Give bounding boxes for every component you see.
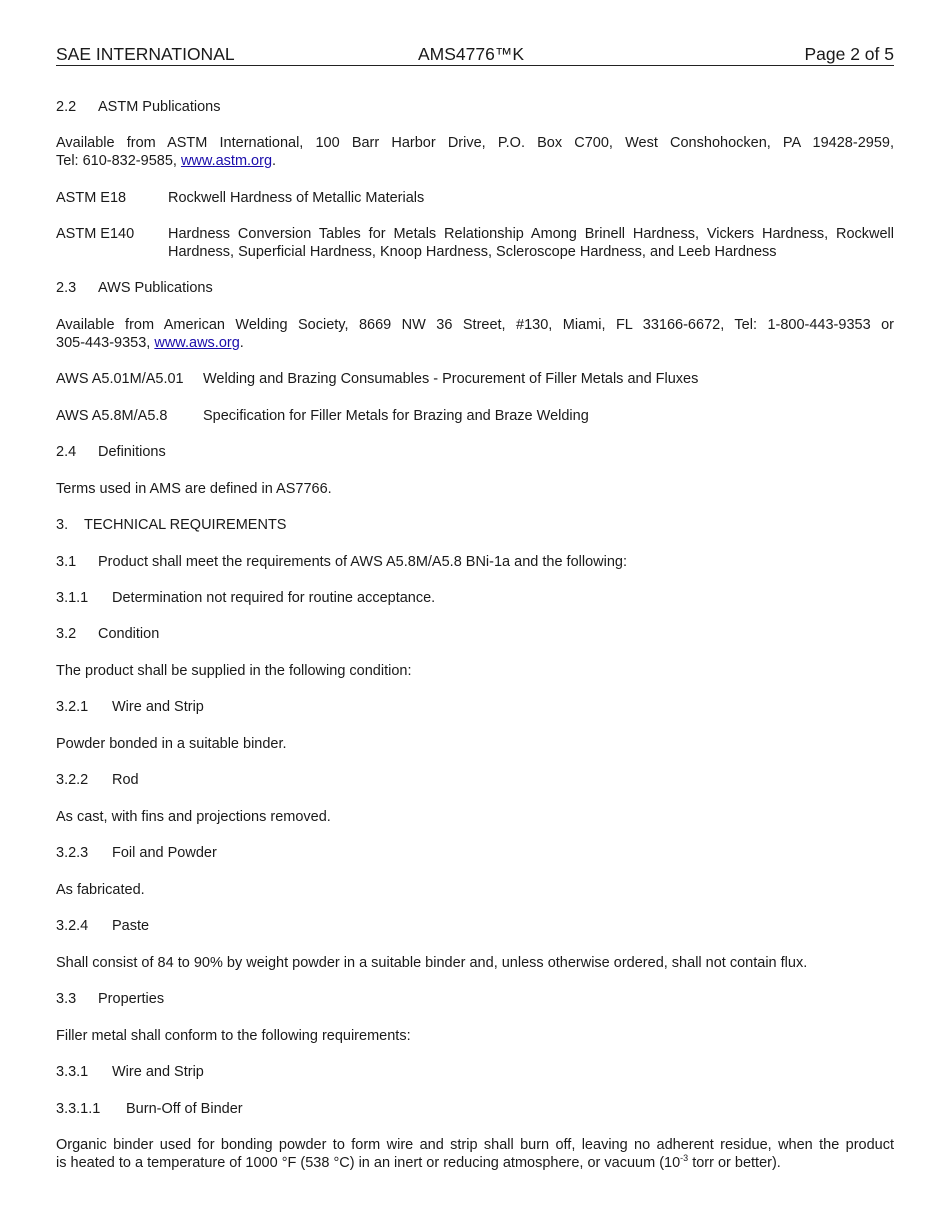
section-3-3-heading: 3.3 Properties: [56, 991, 165, 1007]
definitions-text: Terms used in AMS are defined in AS7766.: [56, 481, 332, 497]
page-header: [56, 43, 894, 66]
reference-aws-a5-8: AWS A5.8M/A5.8 Specification for Filler Metals for Brazing and Braze Welding: [56, 408, 589, 424]
header-doc-id: AMS4776™K: [418, 44, 525, 64]
foil-powder-condition-text: As fabricated.: [56, 882, 145, 898]
section-2-3-heading: 2.3 AWS Publications: [56, 280, 213, 296]
section-number: 2.2: [56, 99, 77, 115]
aws-link[interactable]: www.aws.org: [154, 335, 240, 351]
reference-astm-e18: ASTM E18 Rockwell Hardness of Metallic Materials: [56, 190, 425, 206]
section-title: ASTM Publications: [98, 99, 221, 115]
section-3-1-1: 3.1.1 Determination not required for routine acceptance.: [56, 590, 436, 606]
burn-off-text: Organic binder used for bonding powder to form wire and strip shall burn off, leaving no adherent residue, when the product is heated to a temperature of 1000 °F (538 °C) in an inert or reducing atmosphere, or vacuum ($10^{-3}$ torr or better).: [56, 1137, 894, 1171]
header-org: SAE INTERNATIONAL: [56, 44, 235, 64]
aws-availability: Available from American Welding Society, 8669 NW 36 Street, #130, Miami, FL 33166-6672, Tel: 1-800-443-9353 or 305-443-9353, www.aws.org.: [56, 317, 894, 351]
reference-aws-a5-01: AWS A5.01M/A5.01 Welding and Brazing Consumables - Procurement of Filler Metals and Fluxes: [56, 371, 699, 387]
astm-link[interactable]: www.astm.org: [180, 153, 273, 169]
section-3-3-1-1-heading: 3.3.1.1 Burn-Off of Binder: [56, 1101, 243, 1117]
wire-strip-condition-text: Powder bonded in a suitable binder.: [56, 736, 287, 752]
rod-condition-text: As cast, with fins and projections removed.: [56, 809, 331, 825]
section-3-2-1-heading: 3.2.1 Wire and Strip: [56, 699, 204, 715]
section-3-2-3-heading: 3.2.3 Foil and Powder: [56, 845, 217, 861]
reference-astm-e140: ASTM E140 Hardness Conversion Tables for Metals Relationship Among Brinell Hardness, Vickers Hardness, Rockwell Hardness, Superficial Hardness, Knoop Hardness, Scleroscope Hardness, and Leeb Hardness: [56, 226, 894, 260]
header-page-number: Page 2 of 5: [804, 44, 894, 64]
section-3-1: 3.1 Product shall meet the requirements of AWS A5.8M/A5.8 BNi-1a and the following:: [56, 554, 627, 570]
section-3-2-4-heading: 3.2.4 Paste: [56, 918, 150, 934]
section-3-3-1-heading: 3.3.1 Wire and Strip: [56, 1064, 204, 1080]
astm-availability: Available from ASTM International, 100 Barr Harbor Drive, P.O. Box C700, West Conshohocken, PA 19428-2959, Tel: 610-832-9585, www.astm.org.: [56, 135, 894, 169]
section-3-2-2-heading: 3.2.2 Rod: [56, 772, 139, 788]
condition-text: The product shall be supplied in the following condition:: [56, 663, 412, 679]
section-3-2-heading: 3.2 Condition: [56, 626, 160, 642]
properties-text: Filler metal shall conform to the following requirements:: [56, 1028, 411, 1044]
section-2-4-heading: 2.4 Definitions: [56, 444, 166, 460]
section-3-heading: 3. TECHNICAL REQUIREMENTS: [56, 517, 287, 533]
paste-condition-text: Shall consist of 84 to 90% by weight powder in a suitable binder and, unless otherwise ordered, shall not contain flux.: [56, 955, 808, 971]
